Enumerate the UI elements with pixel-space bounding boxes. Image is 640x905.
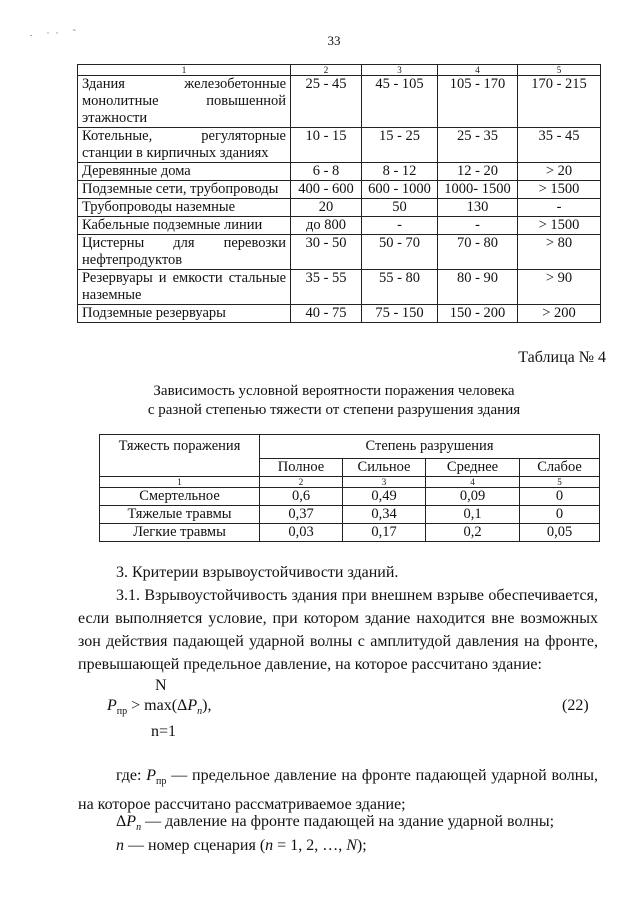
cell-value: 170 - 215 — [518, 76, 601, 128]
table-row — [78, 199, 601, 217]
col-number: 4 — [438, 65, 518, 76]
cell-value: - — [362, 217, 438, 235]
cell-value: 1000- 1500 — [438, 181, 518, 199]
cell-value: 70 - 80 — [438, 235, 518, 270]
cell-value: 400 - 600 — [291, 181, 362, 199]
cell-value: 0 — [520, 506, 600, 524]
cell-value: 130 — [438, 199, 518, 217]
cell-value: 40 - 75 — [291, 305, 362, 323]
subheader: Среднее — [426, 459, 520, 477]
table-row — [78, 235, 601, 270]
cell-value: 0,34 — [343, 506, 426, 524]
cell-value: до 800 — [291, 217, 362, 235]
cell-value: 0,37 — [260, 506, 343, 524]
resistance-table — [77, 64, 601, 323]
subheader: Слабое — [520, 459, 600, 477]
table-row — [78, 76, 601, 128]
row-name: Легкие травмы — [100, 524, 260, 542]
col-number: 2 — [291, 65, 362, 76]
cell-value: 55 - 80 — [362, 270, 438, 305]
row-name: Деревянные дома — [78, 163, 291, 181]
section-heading: 3. Критерии взрывоустойчивости зданий. — [116, 564, 399, 581]
cell-value: 45 - 105 — [362, 76, 438, 128]
row-name: Здания железобетонные монолитные повышенной этажности — [78, 76, 291, 128]
table-row — [78, 217, 601, 235]
col-number: 3 — [362, 65, 438, 76]
cell-value: 12 - 20 — [438, 163, 518, 181]
cell-value: > 200 — [518, 305, 601, 323]
formula-number: (22) — [562, 697, 589, 714]
cell-value: 10 - 15 — [291, 128, 362, 163]
col-number: 5 — [520, 477, 600, 488]
table-row — [100, 506, 600, 524]
row-name: Цистерны для перевозки нефтепродуктов — [78, 235, 291, 270]
table-row — [78, 305, 601, 323]
cell-value: > 1500 — [518, 181, 601, 199]
cell-value: - — [518, 199, 601, 217]
table-row — [78, 270, 601, 305]
col-number: 3 — [343, 477, 426, 488]
subheader: Полное — [260, 459, 343, 477]
where-paragraph: где: $P_{пр}$ — предельное давление на фронте падающей ударной волны, на которое рассчитано рассматриваемое здание; — [78, 767, 599, 814]
col-number: 1 — [100, 477, 260, 488]
table-row — [78, 181, 601, 199]
col-number: 5 — [518, 65, 601, 76]
cell-value: 0,6 — [260, 488, 343, 506]
table-label: Таблица № 4 — [518, 349, 606, 366]
table-title-line: Зависимость условной вероятности поражения человека — [153, 383, 515, 399]
row-name: Тяжелые травмы — [100, 506, 260, 524]
cell-value: > 80 — [518, 235, 601, 270]
table-row — [100, 488, 600, 506]
injury-probability-table — [99, 434, 600, 542]
cell-value: > 20 — [518, 163, 601, 181]
cell-value: 0 — [520, 488, 600, 506]
header-row — [100, 435, 600, 459]
column-number-row — [78, 65, 601, 76]
cell-value: - — [438, 217, 518, 235]
cell-value: > 1500 — [518, 217, 601, 235]
subheader: Сильное — [343, 459, 426, 477]
cell-value: 6 - 8 — [291, 163, 362, 181]
cell-value: 0,05 — [520, 524, 600, 542]
cell-value: 150 - 200 — [438, 305, 518, 323]
cell-value: 20 — [291, 199, 362, 217]
table-row — [78, 163, 601, 181]
cell-value: 25 - 35 — [438, 128, 518, 163]
column-number-row — [100, 477, 600, 488]
cell-value: > 90 — [518, 270, 601, 305]
row-name: Подземные резервуары — [78, 305, 291, 323]
delta-definition: $\Delta P_n$ — давление на фронте падающей на здание ударной волны; — [116, 813, 555, 834]
cell-value: 0,09 — [426, 488, 520, 506]
cell-value: 0,1 — [426, 506, 520, 524]
header-severity: Тяжесть поражения — [100, 435, 260, 477]
row-name: Кабельные подземные линии — [78, 217, 291, 235]
cell-value: 35 - 45 — [518, 128, 601, 163]
cell-value: 0,17 — [343, 524, 426, 542]
cell-value: 0,2 — [426, 524, 520, 542]
cell-value: 75 - 150 — [362, 305, 438, 323]
formula-main: $P_{пр} > \max(\Delta P_n)$, — [107, 697, 212, 718]
row-name: Котельные, регуляторные станции в кирпичных зданиях — [78, 128, 291, 163]
cell-value: 35 - 55 — [291, 270, 362, 305]
col-number: 2 — [260, 477, 343, 488]
cell-value: 15 - 25 — [362, 128, 438, 163]
cell-value: 50 — [362, 199, 438, 217]
table-row — [78, 128, 601, 163]
row-name: Резервуары и емкости стальные наземные — [78, 270, 291, 305]
cell-value: 600 - 1000 — [362, 181, 438, 199]
table-row — [100, 524, 600, 542]
cell-value: 80 - 90 — [438, 270, 518, 305]
scan-specks: . ·· ˜ — [30, 28, 82, 38]
col-number: 1 — [78, 65, 291, 76]
cell-value: 25 - 45 — [291, 76, 362, 128]
formula-upper-limit: N — [155, 677, 167, 694]
section-paragraph: 3.1. Взрывоустойчивость здания при внешнем взрыве обеспечивается, если выполняется условие, при котором здание находится вне возможных зон действия падающей ударной волны с амплитудой давления на фронте, превышающей предельное давление, на которое рассчитано здание: — [78, 587, 598, 673]
row-name: Смертельное — [100, 488, 260, 506]
n-definition: n — номер сценария (n = 1, 2, …, N); — [116, 837, 367, 854]
cell-value: 30 - 50 — [291, 235, 362, 270]
cell-value: 50 - 70 — [362, 235, 438, 270]
cell-value: 0,03 — [260, 524, 343, 542]
row-name: Трубопроводы наземные — [78, 199, 291, 217]
col-number: 4 — [426, 477, 520, 488]
row-name: Подземные сети, трубопроводы — [78, 181, 291, 199]
header-destruction: Степень разрушения — [260, 435, 600, 459]
table-title-line: с разной степенью тяжести от степени разрушения здания — [147, 402, 521, 418]
formula-lower-limit: n=1 — [151, 723, 177, 740]
cell-value: 0,49 — [343, 488, 426, 506]
cell-value: 105 - 170 — [438, 76, 518, 128]
cell-value: 8 - 12 — [362, 163, 438, 181]
page-number: 33 — [327, 33, 341, 48]
